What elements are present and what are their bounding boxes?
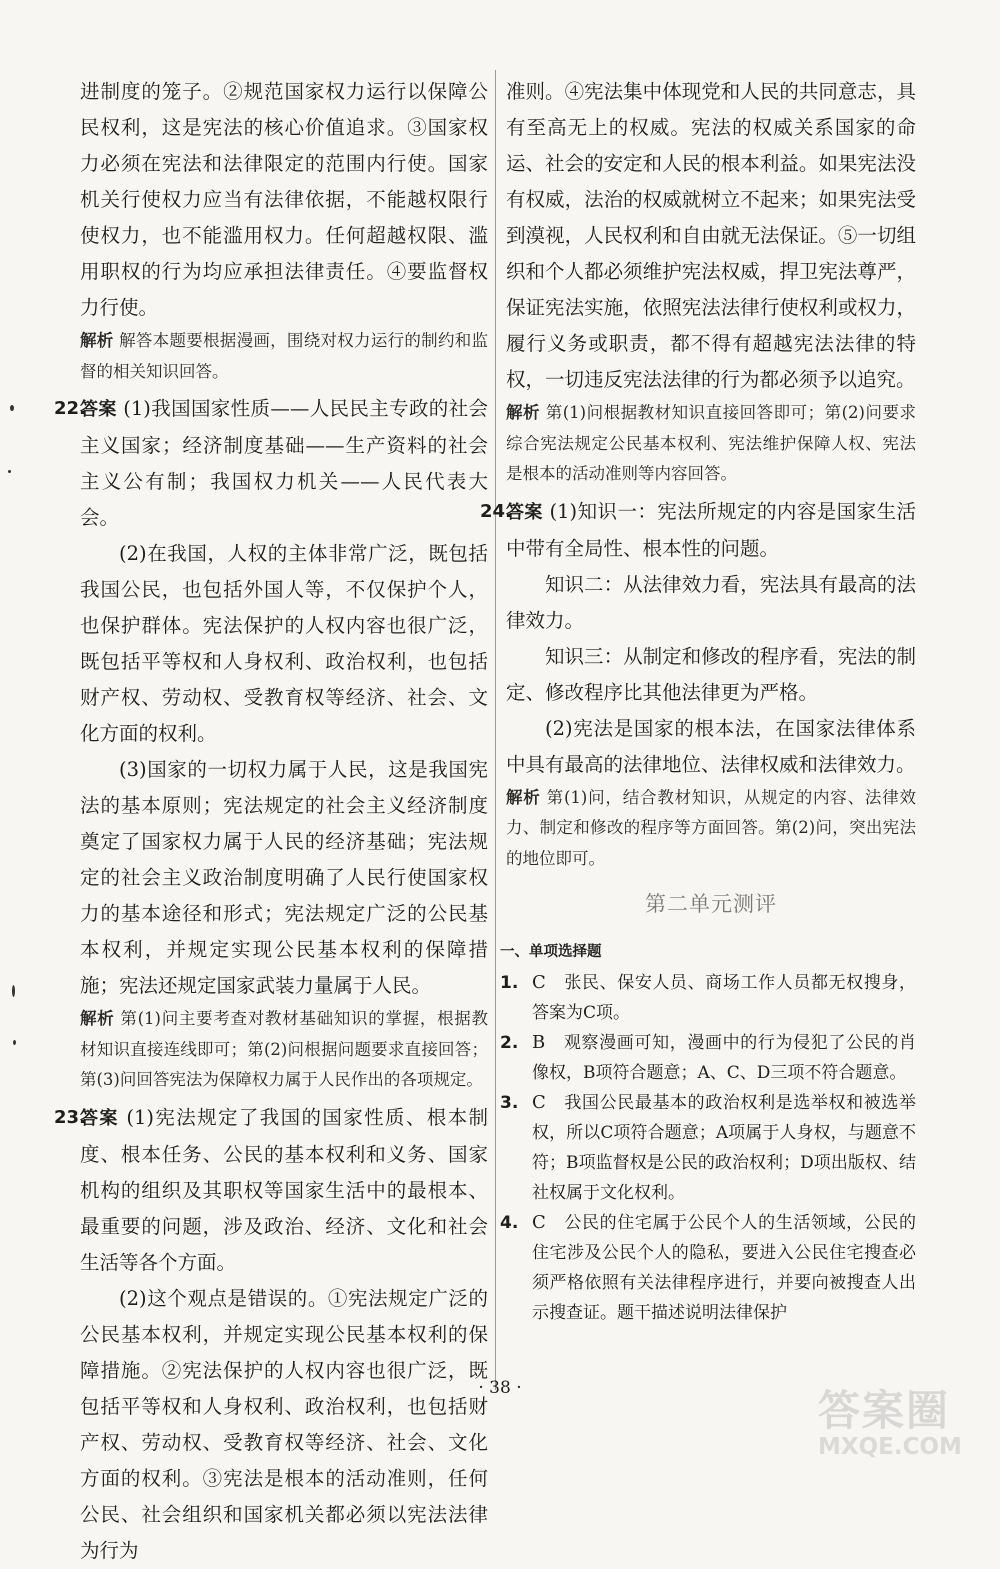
mc-item-3 <box>500 1088 916 1208</box>
mc-explanation: 张民、保安人员、商场工作人员都无权搜身，答案为C项。 <box>532 973 916 1023</box>
mc-explanation: 我国公民最基本的政治权利是选举权和被选举权，所以C项符合题意；A项属于人身权，与题意不符；B项监督权是公民的政治权利；D项出版权、结社权属于文化权利。 <box>532 1093 916 1203</box>
analysis-label: 解析 <box>80 331 114 350</box>
q22-part1: (1)我国国家性质——人民民主专政的社会主义国家；经济制度基础——生产资料的社会主义公有制；我国权力机关——人民代表大会。 <box>80 397 489 529</box>
analysis-label: 解析 <box>506 787 541 807</box>
mc-number: 1. <box>500 973 519 993</box>
q21-analysis <box>80 326 488 387</box>
q23-answer-label: 答案 <box>80 1107 119 1129</box>
q22-answer-label: 答案 <box>80 399 117 420</box>
watermark-url: MXQE.COM <box>818 1434 962 1460</box>
page-number: · 38 · <box>478 1378 522 1398</box>
analysis-label: 解析 <box>506 403 540 422</box>
q24-part3: 知识三：从制定和修改的程序看，宪法的制定、修改程序比其他法律更为严格。 <box>506 644 916 704</box>
mc-answer: C <box>532 1212 546 1233</box>
column-divider <box>495 70 496 1390</box>
mc-answer: C <box>532 1092 546 1113</box>
q23-continuation: 准则。④宪法集中体现党和人民的共同意志，具有至高无上的权威。宪法的权威关系国家的命运、社会的安定和人民的根本利益。如果宪法没有权威，法治的权威就树立不起来；如果宪法受到漠视，人民权利和自由就无法保证。⑤一切组织和个人都必须维护宪法权威，捍卫宪法尊严，保证宪法实施，依照宪法法律行使权利或权力，履行义务或职责，都不得有超越宪法法律的特权，一切违反宪法法律的行为都必须予以追究。 <box>506 80 916 391</box>
q24-analysis-text: 第(1)问，结合教材知识，从规定的内容、法律效力、制定和修改的程序等方面回答。第(2)问，突出宪法的地位即可。 <box>506 787 917 868</box>
mc-number: 4. <box>500 1213 519 1233</box>
q24-part4: (2)宪法是国家的根本法，在国家法律体系中具有最高的法律地位、法律权威和法律效力。 <box>506 716 916 776</box>
q23-part1: (1)宪法规定了我国的国家性质、根本制度、根本任务、公民的基本权利和义务、国家机构的组织及其职权等国家生活中的最根本、最重要的问题，涉及政治、经济、文化和社会生活等各个方面。 <box>80 1105 489 1274</box>
q22-part2: (2)在我国，人权的主体非常广泛，既包括我国公民，也包括外国人等，不仅保护个人，也保护群体。宪法保护的人权内容也很广泛，既包括平等权和人身权利、政治权利，也包括财产权、劳动权、受教育权等经济、社会、文化方面的权利。 <box>80 542 488 745</box>
right-column <box>480 74 917 1328</box>
mc-explanation: 观察漫画可知，漫画中的行为侵犯了公民的肖像权，B项符合题意；A、C、D三项不符合题意。 <box>532 1033 916 1083</box>
mc-answer: B <box>532 1032 546 1053</box>
scan-speck <box>12 985 15 997</box>
q21-analysis-text: 解答本题要根据漫画，围绕对权力运行的制约和监督的相关知识回答。 <box>80 331 488 381</box>
q24-part2: 知识二：从法律效力看，宪法具有最高的法律效力。 <box>506 572 916 632</box>
mc-item-1 <box>500 968 916 1028</box>
analysis-label: 解析 <box>80 1009 115 1028</box>
question-23 <box>54 1100 489 1281</box>
section-title: 第二单元测评 <box>645 892 777 916</box>
mc-item-4 <box>500 1208 916 1328</box>
scan-speck <box>13 1040 16 1045</box>
mc-number: 3. <box>500 1093 519 1113</box>
q24-part1: (1)知识一：宪法所规定的内容是国家生活中带有全局性、根本性的问题。 <box>506 499 917 560</box>
scan-speck <box>10 405 14 411</box>
q23-part2: (2)这个观点是错误的。①宪法规定广泛的公民基本权利，并规定实现公民基本权利的保障措施。②宪法保护的人权内容也很广泛，既包括平等权和人身权利、政治权利，也包括财产权、劳动权、受教育权等经济、社会、文化方面的权利。③宪法是根本的活动准则，任何公民、社会组织和国家机关都必须以宪法法律为行为 <box>80 1286 488 1562</box>
q24-analysis <box>506 783 916 875</box>
q24-number: 24. <box>480 500 512 522</box>
mc-item-2 <box>500 1028 916 1088</box>
subsection-heading: 一、单项选择题 <box>500 944 602 960</box>
watermark-title: 答案圈 <box>818 1386 951 1435</box>
question-22 <box>54 391 489 536</box>
q21-continuation: 进制度的笼子。②规范国家权力运行以保障公民权利，这是宪法的核心价值追求。③国家权力必须在宪法和法律限定的范围内行使。国家机关行使权力应当有法律依据，不能越权限行使权力，也不能滥用权力。任何超越权限、滥用职权的行为均应承担法律责任。④要监督权力行使。 <box>80 80 488 319</box>
watermark-logo <box>818 1388 988 1466</box>
q24-answer-label: 答案 <box>506 501 543 523</box>
mc-number: 2. <box>500 1033 519 1053</box>
left-column <box>54 74 489 1569</box>
q23-analysis <box>506 398 916 490</box>
scan-speck <box>8 470 11 473</box>
q22-part3: (3)国家的一切权力属于人民，这是我国宪法的基本原则；宪法规定的社会主义经济制度奠定了国家权力属于人民的经济基础；宪法规定的社会主义政治制度明确了人民行使国家权力的基本途径和形式；宪法规定广泛的公民基本权利，并规定实现公民基本权利的保障措施；宪法还规定国家武装力量属于人民。 <box>80 758 488 997</box>
question-24 <box>480 494 917 567</box>
q22-number: 22. <box>54 398 86 419</box>
page-number-value: 38 <box>489 1378 511 1398</box>
q23-number: 23. <box>54 1106 86 1128</box>
q22-analysis <box>80 1004 488 1096</box>
q22-analysis-text: 第(1)问主要考查对教材基础知识的掌握，根据教材知识直接连线即可；第(2)问根据问题要求直接回答；第(3)问回答宪法为保障权力属于人民作出的各项规定。 <box>80 1009 489 1089</box>
q23-analysis-text: 第(1)问根据教材知识直接回答即可；第(2)问要求综合宪法规定公民基本权利、宪法维护保障人权、宪法是根本的活动准则等内容回答。 <box>506 403 916 483</box>
mc-explanation: 公民的住宅属于公民个人的生活领域，公民的住宅涉及公民个人的隐私，要进入公民住宅搜查必须严格依照有关法律程序进行，并要向被搜查人出示搜查证。题干描述说明法律保护 <box>532 1213 916 1323</box>
mc-answer: C <box>532 972 546 993</box>
